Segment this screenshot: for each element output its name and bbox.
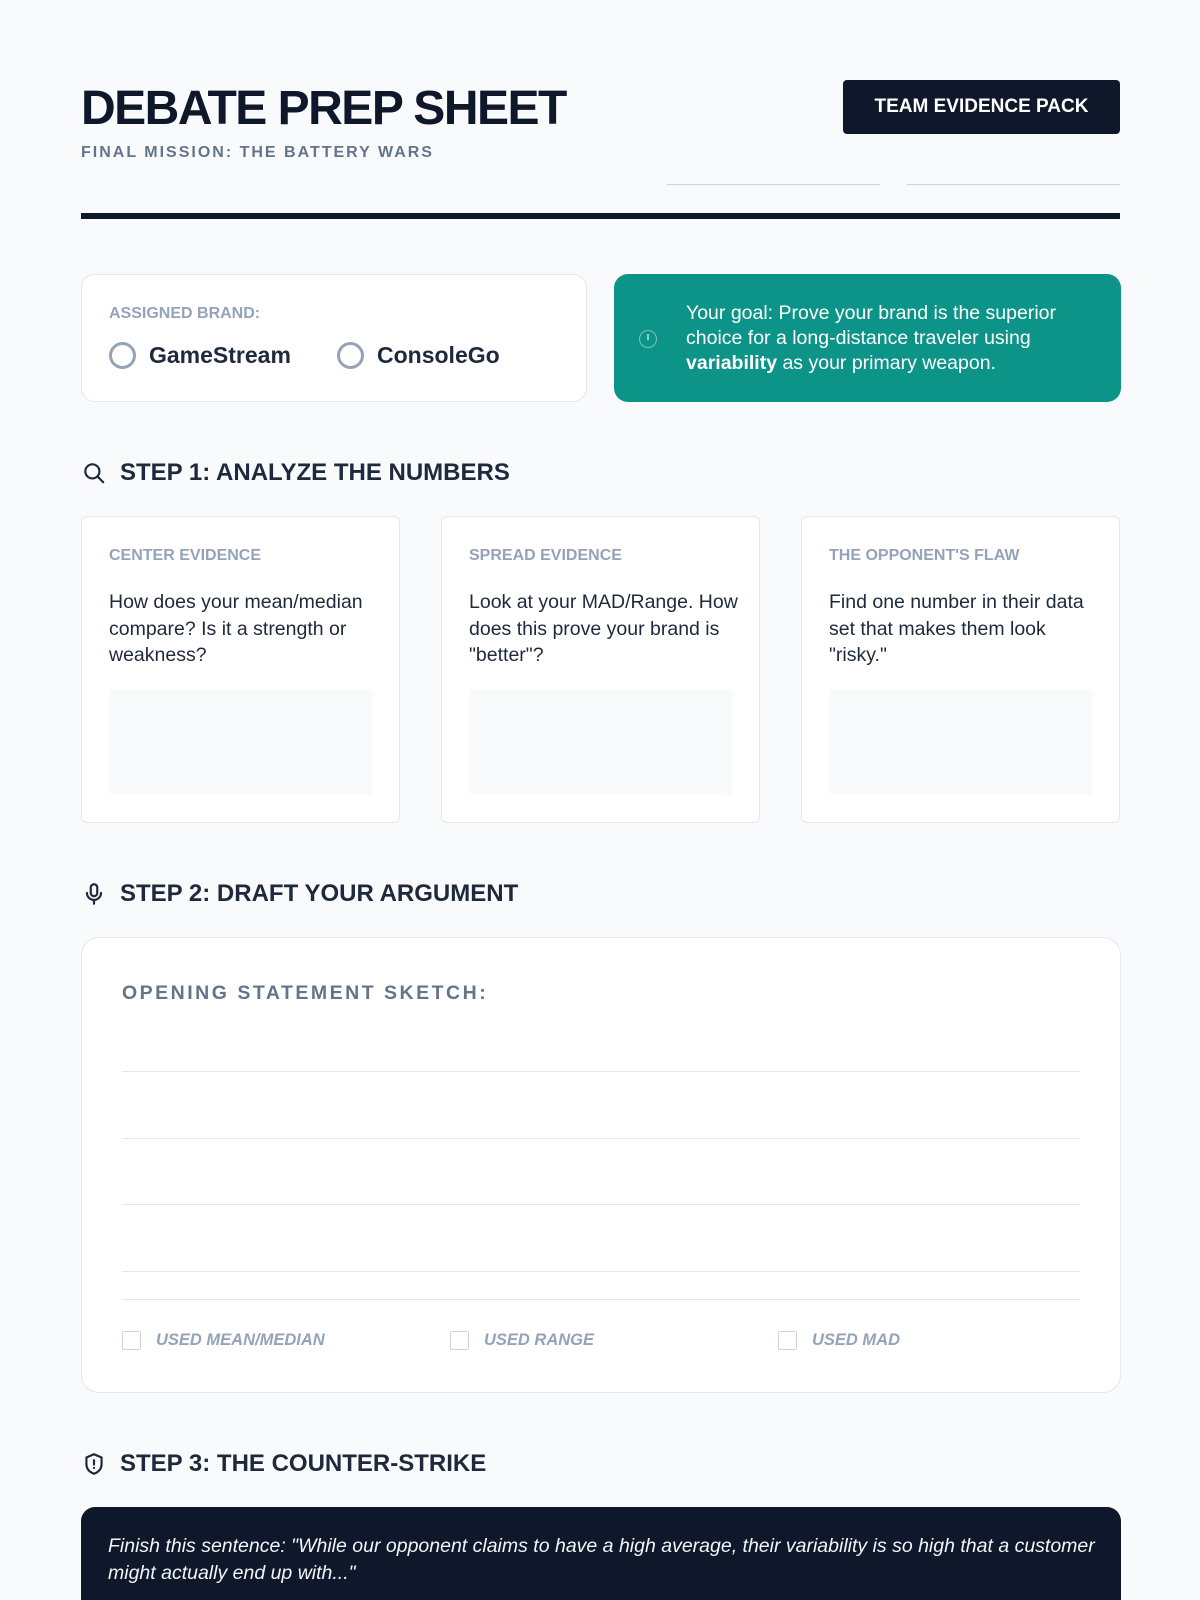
checklist-divider (122, 1299, 1080, 1300)
assigned-brand-label: ASSIGNED BRAND: (109, 305, 261, 322)
opponent-flaw-card (801, 516, 1120, 823)
team-evidence-pack-badge: TEAM EVIDENCE PACK (843, 80, 1120, 134)
evidence-prompt: Look at your MAD/Range. How does this prove your brand is "better"? (469, 591, 738, 666)
opening-statement-card (81, 937, 1121, 1393)
evidence-label: CENTER EVIDENCE (109, 547, 262, 564)
check-label: USED MAD (812, 1331, 901, 1349)
brand-option-label: GameStream (149, 342, 291, 368)
step-title: STEP 1: ANALYZE THE NUMBERS (120, 459, 510, 486)
header (81, 80, 1120, 220)
check-label: USED RANGE (484, 1331, 595, 1349)
brand-option-gamestream[interactable] (109, 342, 291, 369)
evidence-label: THE OPPONENT'S FLAW (829, 547, 1020, 564)
check-used-mad[interactable] (778, 1331, 900, 1350)
opening-statement-label: OPENING STATEMENT SKETCH: (122, 982, 489, 1004)
checkbox[interactable] (450, 1331, 469, 1350)
answer-box[interactable] (829, 689, 1093, 795)
counter-strike-card (81, 1507, 1121, 1600)
check-used-range[interactable] (450, 1331, 594, 1350)
search-icon (81, 460, 107, 486)
writing-line[interactable] (122, 1204, 1080, 1205)
brand-option-label: ConsoleGo (377, 342, 500, 368)
step-3-heading (81, 1450, 486, 1478)
page-title: DEBATE PREP SHEET (81, 82, 566, 135)
header-rule (81, 213, 1120, 219)
checkbox[interactable] (122, 1331, 141, 1350)
spread-evidence-card (441, 516, 760, 823)
counter-strike-prompt: Finish this sentence: "While our opponent claims to have a high average, their variability is so high that a customer might actually end up with..." (108, 1535, 1095, 1584)
brand-option-consolego[interactable] (337, 342, 500, 369)
check-label: USED MEAN/MEDIAN (156, 1331, 325, 1349)
check-used-mean-median[interactable] (122, 1331, 325, 1350)
page-subtitle: FINAL MISSION: THE BATTERY WARS (81, 144, 434, 161)
answer-box[interactable] (109, 689, 373, 795)
date-write-line (907, 184, 1120, 185)
goal-text: Your goal: Prove your brand is the superior choice for a long-distance traveler using variability as your primary weapon. (686, 302, 1056, 374)
evidence-label: SPREAD EVIDENCE (469, 547, 622, 564)
info-icon (639, 330, 657, 348)
answer-box[interactable] (469, 689, 733, 795)
goal-emphasis: variability (686, 352, 778, 374)
microphone-icon (81, 881, 107, 907)
goal-callout (614, 274, 1121, 402)
checkbox[interactable] (778, 1331, 797, 1350)
step-1-heading (81, 459, 510, 487)
assigned-brand-card (81, 274, 587, 402)
radio-button[interactable] (109, 342, 136, 369)
evidence-prompt: How does your mean/median compare? Is it a strength or weakness? (109, 591, 363, 666)
name-write-line (667, 184, 880, 185)
evidence-prompt: Find one number in their data set that makes them look "risky." (829, 591, 1084, 666)
step-title: STEP 3: THE COUNTER-STRIKE (120, 1450, 487, 1477)
writing-line[interactable] (122, 1071, 1080, 1072)
radio-button[interactable] (337, 342, 364, 369)
step-2-heading (81, 880, 518, 908)
step-title: STEP 2: DRAFT YOUR ARGUMENT (120, 880, 519, 907)
writing-line[interactable] (122, 1138, 1080, 1139)
writing-line[interactable] (122, 1271, 1080, 1272)
shield-alert-icon (81, 1451, 107, 1477)
center-evidence-card (81, 516, 400, 823)
